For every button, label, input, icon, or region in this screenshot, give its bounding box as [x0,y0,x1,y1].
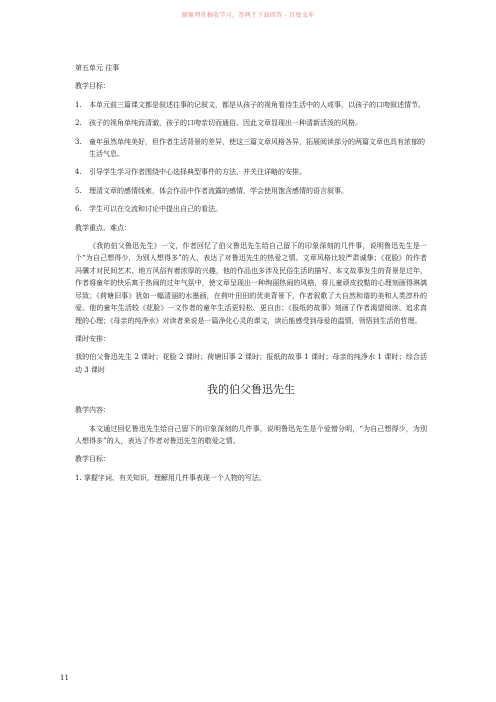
goal-text: 童年虽然单纯美好，但作者生活背景的差异，使这三篇文章风格各异，拓展阅读部分的两篇文章也具有浓郁的生活气息。 [89,137,425,159]
goal-item [75,136,427,161]
goal-item [75,99,427,111]
goal-text: 本单元前三篇课文都是叙述往事的记叙文，都是从孩子的视角看待生活中的人或事，以孩子的口吻叙述情节。 [89,100,425,109]
goal-number: 3. [75,137,82,146]
goal-item [75,166,427,178]
schedule-heading: 课时安排： [75,334,110,343]
goal-number: 1. [75,100,82,109]
goal-number: 2. [75,119,82,128]
goal-heading-2: 教学目标： [75,455,110,464]
goal-text: 学生可以在交流和讨论中提出自己的看法。 [89,205,222,214]
goal-text: 理清文章的感情线索，体会作品中作者流露的感情，学会使用饱含感情的语言叙事。 [89,186,348,195]
goal-item [75,185,427,197]
page-number: 11 [60,674,69,682]
goal-item-2: 1. 掌握字词、有关知识，理解用几件事表现一个人物的写法。 [75,473,266,482]
goal-number: 6. [75,205,82,214]
content-paragraph: 本文通过回忆鲁迅先生给自己留下的印象深刻的几件事，说明鲁迅先生是个爱憎分明，“为自己想得少，为别人想得多”的人，表达了作者对鲁迅先生的敬爱之情。 [75,424,427,445]
keypoints-heading: 教学重点、难点： [75,223,131,232]
goal-number: 5. [75,186,82,195]
content-heading: 教学内容： [75,406,110,415]
lesson-title: 我的伯父鲁迅先生 [207,383,295,397]
watermark-text: 源驰理优稿收学习，答两王下载回答 - 百度文库 [181,12,315,19]
goal-heading: 教学目标： [75,82,110,91]
unit-title: 第五单元 往事 [75,64,120,72]
document-body [75,62,427,484]
goal-number: 4. [75,168,82,177]
goal-item [75,117,427,129]
schedule-paragraph: 我的伯父鲁迅先生 2 课时；花脸 2 课时；荷塘旧事 2 课时；报纸的故事 1 课时；母亲的纯净水 1 课时；综合活动 3 课时 [75,353,427,374]
goal-text: 孩子的视角单纯而清澈，孩子的口吻亲切而通俗，因此文章显现出一种清新活泼的风格。 [89,119,362,128]
keypoints-paragraph: 《我的伯父鲁迅先生》一文，作者回忆了伯父鲁迅先生给自己留下的印象深刻的几件事，说明鲁迅先生是一个“为自己想得少，为别人想得多”的人，表达了对鲁迅先生的热爱之情。文章风格比较严肃诚挚；《花脸》的作者冯骥才对民间艺术、地方风俗有着浓厚的兴趣，他的作品也多涉及民俗生活的描写。本文故事发生的背景是过年，作者将童年的快乐寓于热闹的过年气氛中，使文章呈现出一种绚丽热闹的风格，将儿童顽皮狡黠的心理刻画得淋漓尽致；《荷塘旧事》犹如一幅清丽的水墨画，在荷叶田田的优美背景下，作者叙歌了大自然和谐的美和人类淳朴的爱。他的童年生活较《花脸》一文作者的童年生活更轻松、更自由；《报纸的故事》刻画了作者渴望阅读、追求真理的心理；《母亲的纯净水》对读者来说是一篇净化心灵的课文，读后能感受到母爱的温情，领悟到生活的哲理。 [75,242,427,325]
goal-item [75,203,427,215]
goal-text: 引导学生学习作者围绕中心选择典型事件的方法，并关注详略的安排。 [89,168,306,177]
